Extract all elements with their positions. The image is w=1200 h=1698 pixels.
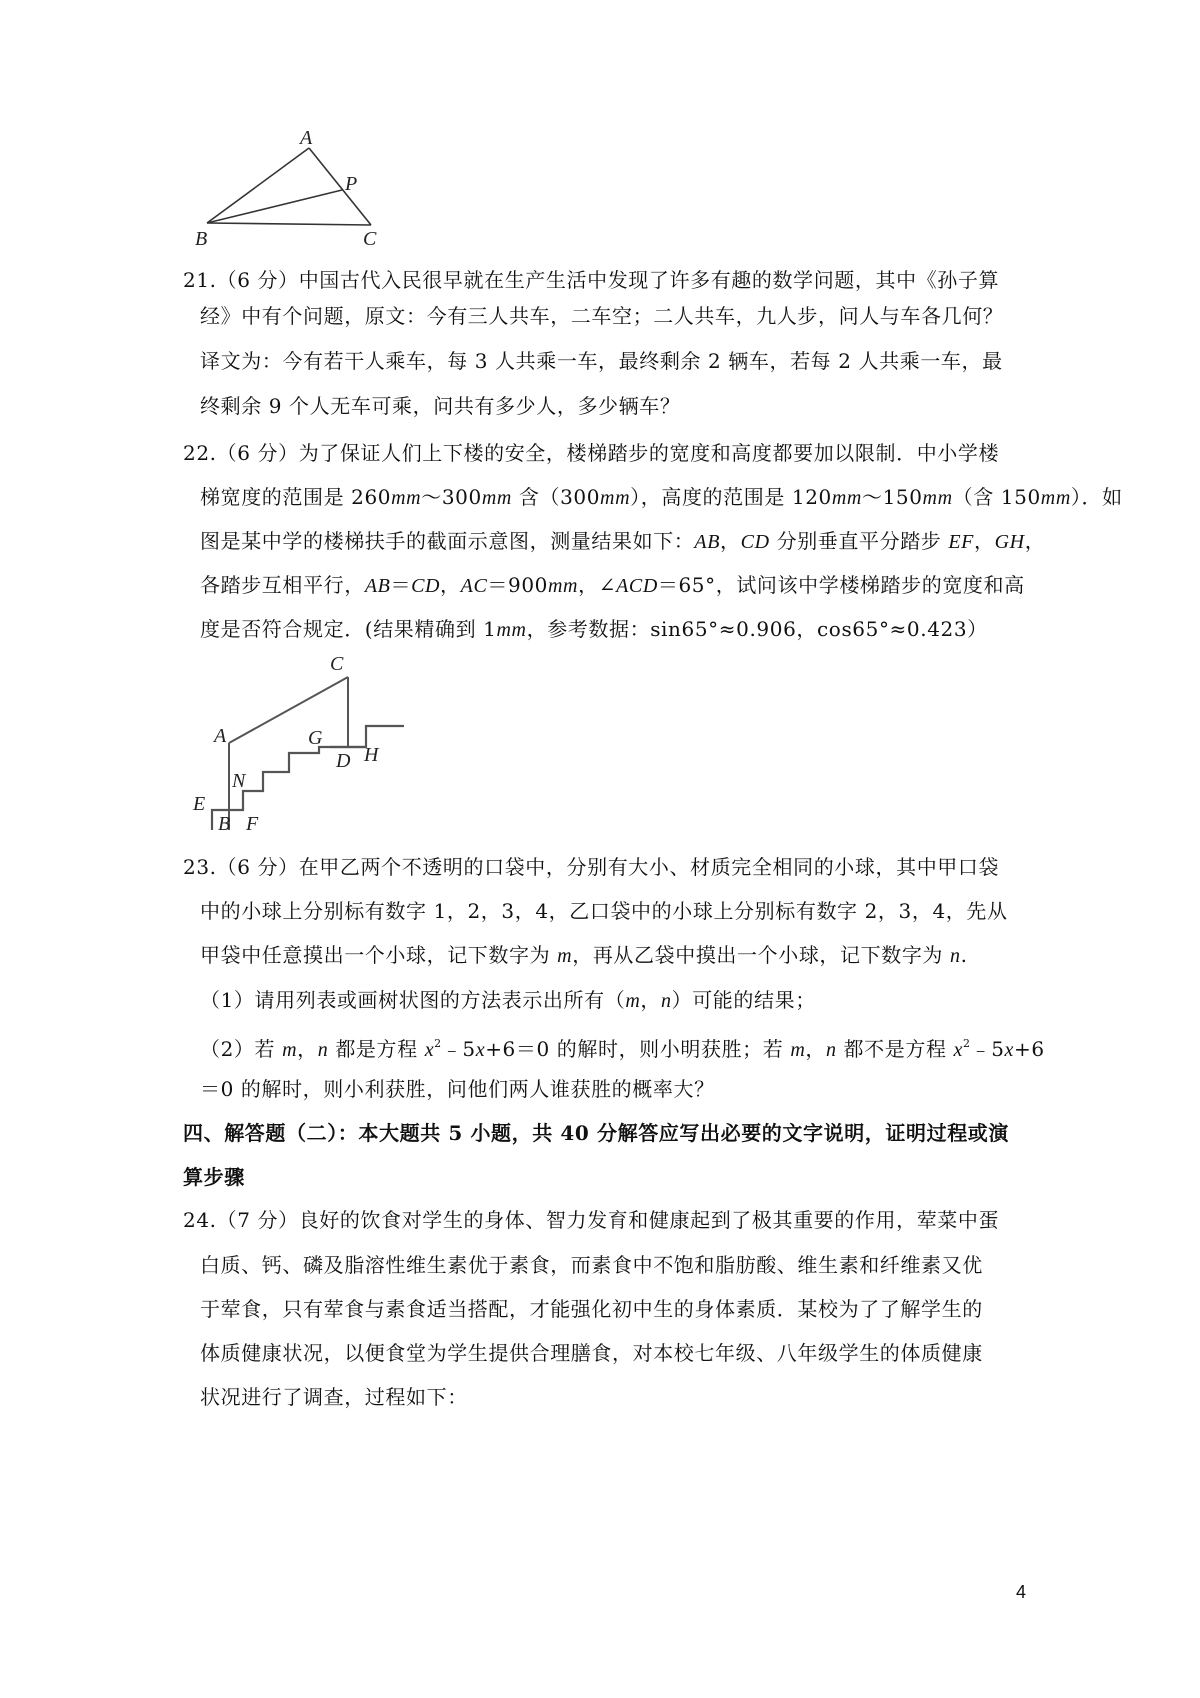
q24-line-2: 白质、钙、磷及脂溶性维生素优于素食，而素食中不饱和脂肪酸、维生素和纤维素又优 [200,1253,983,1277]
q22-text: ， [1024,529,1046,553]
q22-text: ＝ [390,573,412,597]
label-E: E [193,793,206,815]
unit-mm: mm [391,487,422,509]
stairs-figure [190,650,420,835]
q22-text: ～300 [421,485,482,509]
label-B: B [218,813,231,835]
q23-text: ， [640,988,661,1012]
unit-mm: mm [496,619,527,641]
label-C: C [363,228,377,250]
unit-mm: mm [831,487,862,509]
segment-GH: GH [994,531,1025,553]
q24-line-1: 24.（7 分）良好的饮食对学生的身体、智力发育和健康起到了极其重要的作用，荤菜中蛋 [183,1208,1000,1232]
q22-text: （含 150 [952,485,1041,509]
q23-text: ， [297,1037,318,1061]
q22-line-5 [200,614,988,644]
q23-line-3 [200,940,968,970]
q23-text: ）可能的结果； [671,988,816,1012]
q23-line-2: 中的小球上分别标有数字 1，2，3，4，乙口袋中的小球上分别标有数字 2，3，4，先从 [200,899,1008,923]
label-A: A [300,127,313,149]
variable-n: n [825,1039,837,1061]
q23-line-4 [200,985,816,1015]
q22-line-2 [200,482,1123,512]
section-4-line-2: 算步骤 [183,1165,245,1189]
q23-text: ﹣5 [441,1037,476,1061]
unit-mm: mm [481,487,512,509]
q23-text: +6 [1014,1037,1045,1061]
variable-m: m [282,1039,298,1061]
label-A: A [214,725,227,747]
q22-text: ， [974,529,995,553]
q23-text: +6＝0 的解时，则小明获胜；若 [485,1037,791,1061]
segment-AB: AB [694,531,721,553]
q21-line-1: 21.（6 分）中国古代入民很早就在生产生活中发现了许多有趣的数学问题，其中《孙子算 [183,268,1000,292]
q24-line-4: 体质健康状况，以便食堂为学生提供合理膳食，对本校七年级、八年级学生的体质健康 [200,1341,983,1365]
q22-text: ，参考数据：sin65°≈0.906，cos65°≈0.423） [526,617,988,641]
variable-x: x [475,1039,486,1061]
variable-n: n [317,1039,329,1061]
q22-text: ， [440,573,461,597]
label-C: C [330,653,344,675]
q22-text: 图是某中学的楼梯扶手的截面示意图，测量结果如下： [200,529,695,553]
q22-line-4 [200,570,1025,600]
triangle-figure [195,127,405,260]
unit-mm: mm [548,575,579,597]
unit-mm: mm [600,487,631,509]
variable-x: x [424,1039,435,1061]
q22-text: 含（300 [511,485,601,509]
q23-text: 都是方程 [328,1037,425,1061]
label-P: P [345,173,358,195]
section-4-line-1: 四、解答题（二）：本大题共 5 小题，共 40 分解答应写出必要的文字说明，证明过程或演 [183,1121,1009,1145]
q23-text: 都不是方程 [836,1037,954,1061]
label-D: D [336,750,351,772]
variable-x: x [953,1039,963,1061]
q23-text: ，再从乙袋中摸出一个小球，记下数字为 [572,943,950,967]
unit-mm: mm [1040,487,1071,509]
segment-AC: AC [460,575,488,597]
q22-text: ， [720,529,741,553]
q22-text: ），高度的范围是 120 [630,485,832,509]
q21-line-2: 经》中有个问题，原文：今有三人共车，二车空；二人共车，九人步，问人与车各几何？ [200,304,1004,328]
q23-text: ， [805,1037,826,1061]
exponent-2: 2 [963,1037,971,1050]
variable-x: x [1004,1039,1015,1061]
label-N: N [232,770,246,792]
q22-line-1: 22.（6 分）为了保证人们上下楼的安全，楼梯踏步的宽度和高度都要加以限制．中小学楼 [183,441,1000,465]
stairs-diagram [190,650,420,835]
q22-text: ）．如 [1070,485,1123,509]
label-F: F [246,813,259,835]
q22-line-3 [200,526,1045,556]
q22-text: ＝65°，试问该中学楼梯踏步的宽度和高 [657,573,1025,597]
page-number: 4 [1016,1582,1027,1602]
q22-text: ～150 [861,485,923,509]
variable-m: m [790,1039,806,1061]
q23-text: . [960,943,968,967]
q22-text: ，∠ [578,573,617,597]
q23-text: （2）若 [200,1037,283,1061]
segment-EF: EF [948,531,974,553]
q23-line-5 [200,1029,1045,1059]
q24-line-3: 于荤食，只有荤食与素食适当搭配，才能强化初中生的身体素质．某校为了了解学生的 [200,1297,983,1321]
label-B: B [195,228,208,250]
variable-n: n [660,990,672,1012]
q22-text: 各踏步互相平行， [200,573,365,597]
angle-ACD: ACD [616,575,658,597]
triangle-diagram [195,127,405,260]
q21-line-4: 终剩余 9 个人无车可乘，问共有多少人，多少辆车？ [200,394,681,418]
q22-text: 梯宽度的范围是 260 [200,485,392,509]
segment-CD: CD [740,531,770,553]
label-G: G [308,727,323,749]
variable-n: n [949,945,961,967]
label-H: H [364,744,379,766]
q22-text: 分别垂直平分踏步 [769,529,949,553]
unit-mm: mm [922,487,953,509]
q23-text: （1）请用列表或画树状图的方法表示出所有（ [200,988,626,1012]
q23-text: 甲袋中任意摸出一个小球，记下数字为 [200,943,558,967]
q23-text: ﹣5 [970,1037,1005,1061]
segment-AB: AB [364,575,391,597]
q23-line-6: ＝0 的解时，则小利获胜，问他们两人谁获胜的概率大？ [200,1077,715,1101]
segment-CD: CD [411,575,441,597]
exponent-2: 2 [434,1037,442,1050]
variable-m: m [557,945,573,967]
q21-line-3: 译文为：今有若干人乘车，每 3 人共乘一车，最终剩余 2 辆车，若每 2 人共乘一车，最 [200,349,1003,373]
q23-line-1: 23.（6 分）在甲乙两个不透明的口袋中，分别有大小、材质完全相同的小球，其中甲口袋 [183,855,1000,879]
q22-text: ＝900 [487,573,548,597]
q24-line-5: 状况进行了调查，过程如下： [200,1385,468,1409]
variable-m: m [625,990,641,1012]
q22-text: 度是否符合规定．(结果精确到 1 [200,617,497,641]
